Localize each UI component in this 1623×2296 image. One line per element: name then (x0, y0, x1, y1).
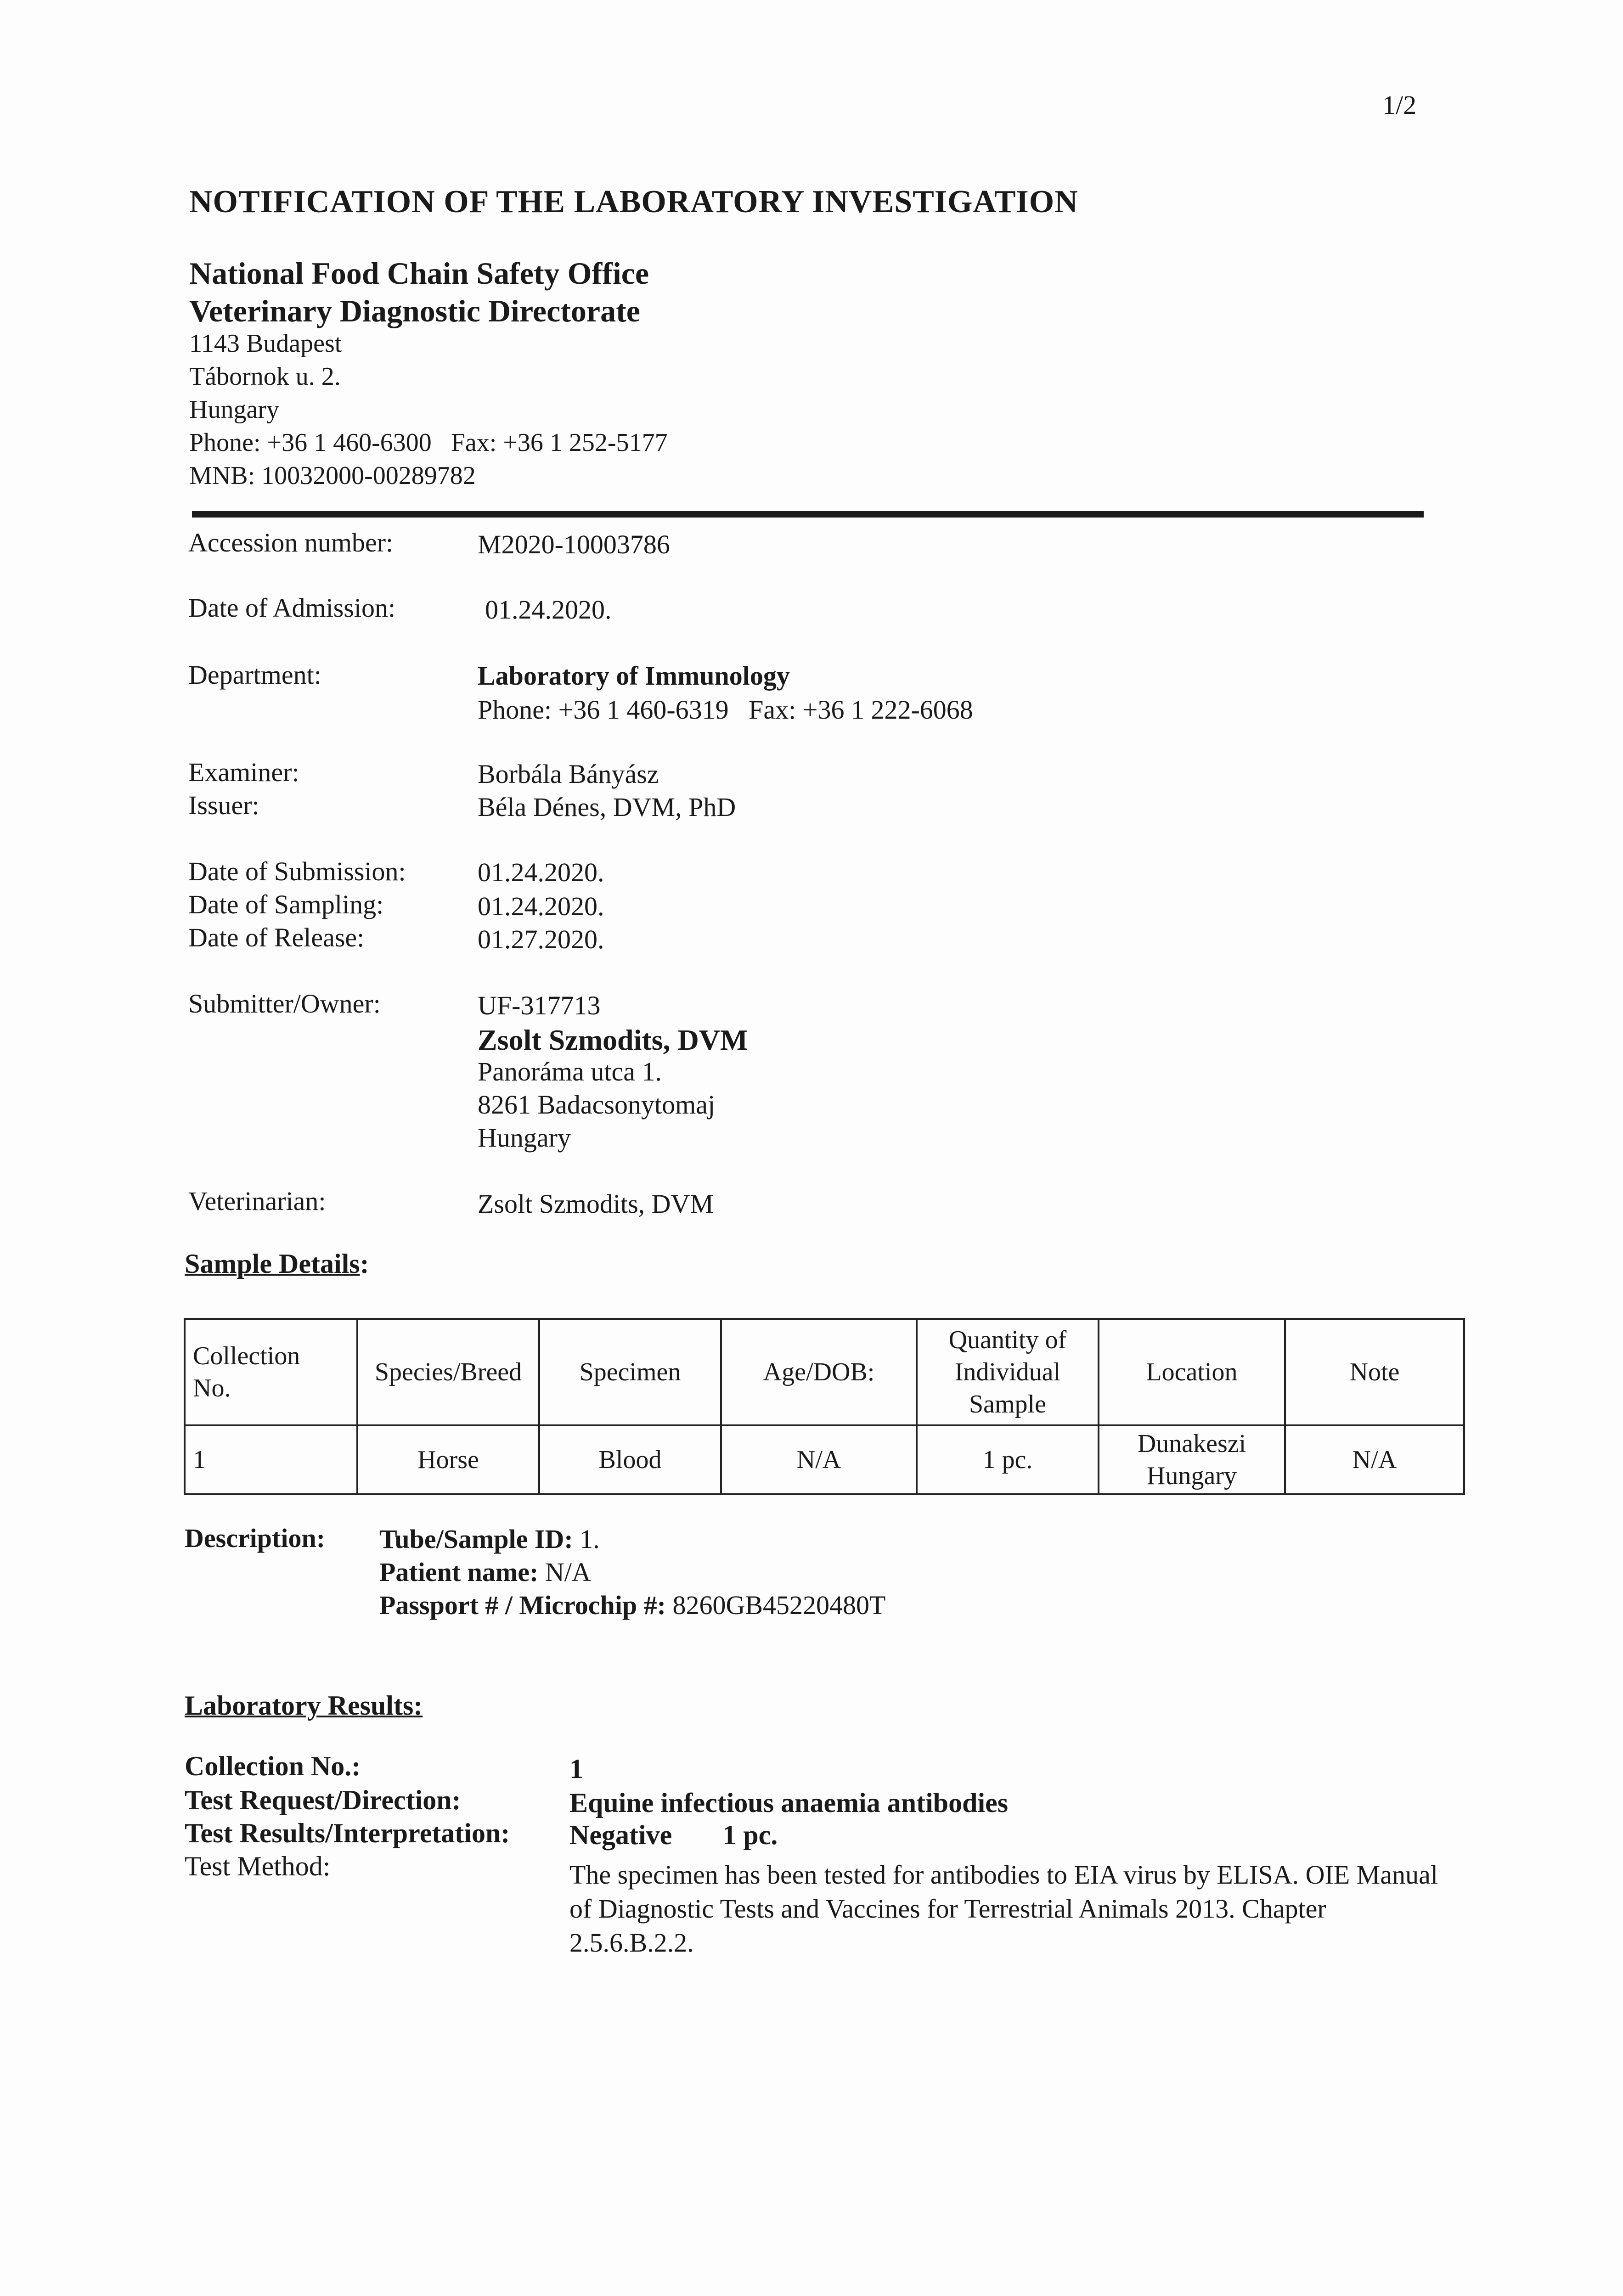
date-of-release-label: Date of Release: (188, 923, 365, 952)
header-divider (192, 511, 1424, 518)
submitter-city: 8261 Badacsonytomaj (478, 1090, 716, 1120)
patient-name: Patient name: N/A (379, 1557, 591, 1587)
date-of-admission-label: Date of Admission: (188, 593, 396, 623)
sample-details-heading (185, 1248, 369, 1280)
header-collection-no: Collection No. (185, 1319, 357, 1425)
tube-sample-id: Tube/Sample ID: 1. (379, 1524, 600, 1554)
header-specimen: Specimen (539, 1319, 721, 1425)
department-phone-fax: Phone: +36 1 460-6319 Fax: +36 1 222-6068 (478, 695, 973, 725)
cell-note: N/A (1285, 1425, 1464, 1494)
org-postal: 1143 Budapest (189, 329, 342, 358)
table-header-row (185, 1319, 1464, 1425)
test-method-label: Test Method: (185, 1851, 331, 1881)
test-method-text: The specimen has been tested for antibodies to EIA virus by ELISA. OIE Manual of Diagnostic Tests and Vaccines for Terrestrial Animals 2013. Chapter 2.5.6.B.2.2. (569, 1860, 1438, 1958)
test-request-value: Equine infectious anaemia antibodies (569, 1788, 1009, 1818)
test-request-label: Test Request/Direction: (185, 1785, 461, 1815)
table-row (185, 1425, 1464, 1494)
submitter-country: Hungary (478, 1123, 571, 1153)
cell-specimen: Blood (539, 1425, 721, 1494)
accession-number-value: M2020-10003786 (478, 529, 670, 559)
date-of-submission-value: 01.24.2020. (478, 857, 604, 887)
page-number: 1/2 (1382, 90, 1417, 120)
veterinarian-label: Veterinarian: (188, 1186, 326, 1216)
header-species-breed: Species/Breed (357, 1319, 539, 1425)
department-name: Laboratory of Immunology (478, 661, 790, 691)
org-country: Hungary (189, 395, 279, 424)
cell-collection-no: 1 (185, 1425, 357, 1494)
examiner-value: Borbála Bányász (478, 759, 659, 789)
date-of-sampling-value: 01.24.2020. (478, 891, 604, 921)
description-label: Description: (185, 1523, 326, 1553)
results-collection-value: 1 (569, 1754, 583, 1784)
test-results-value (569, 1819, 778, 1851)
sample-details-table (184, 1318, 1465, 1495)
cell-age-dob: N/A (721, 1425, 917, 1494)
result-quantity: 1 pc. (722, 1820, 778, 1850)
result-interpretation: Negative (569, 1820, 672, 1850)
organization-address (189, 327, 668, 492)
header-location: Location (1099, 1319, 1285, 1425)
issuer-value: Béla Dénes, DVM, PhD (478, 792, 736, 822)
document-title: NOTIFICATION OF THE LABORATORY INVESTIGATION (189, 184, 1078, 219)
org-phone-fax: Phone: +36 1 460-6300 Fax: +36 1 252-5177 (189, 428, 668, 457)
submitter-street: Panoráma utca 1. (478, 1057, 662, 1086)
org-mnb: MNB: 10032000-00289782 (189, 461, 476, 490)
date-of-submission-label: Date of Submission: (188, 856, 406, 886)
submitter-owner-label: Submitter/Owner: (188, 989, 381, 1019)
cell-quantity: 1 pc. (917, 1425, 1099, 1494)
sample-details-title: Sample Details (185, 1249, 360, 1279)
test-results-label: Test Results/Interpretation: (185, 1818, 510, 1848)
org-street: Tábornok u. 2. (189, 362, 341, 391)
date-of-sampling-label: Date of Sampling: (188, 889, 384, 919)
veterinarian-value: Zsolt Szmodits, DVM (478, 1189, 714, 1219)
organization-name: National Food Chain Safety Office (189, 256, 649, 291)
submitter-id: UF-317713 (478, 990, 601, 1020)
header-note: Note (1285, 1319, 1464, 1425)
issuer-label: Issuer: (188, 790, 259, 820)
date-of-admission-value: 01.24.2020. (485, 595, 612, 625)
cell-species-breed: Horse (357, 1425, 539, 1494)
date-of-release-value: 01.27.2020. (478, 924, 604, 954)
results-collection-label: Collection No.: (185, 1751, 361, 1781)
examiner-label: Examiner: (188, 757, 299, 787)
department-label: Department: (188, 660, 321, 690)
accession-number-label: Accession number: (188, 528, 394, 557)
passport-microchip: Passport # / Microchip #: 8260GB45220480T (379, 1590, 886, 1620)
cell-location: Dunakeszi Hungary (1099, 1425, 1285, 1494)
submitter-name: Zsolt Szmodits, DVM (478, 1024, 748, 1056)
organization-directorate: Veterinary Diagnostic Directorate (189, 293, 640, 328)
header-age-dob: Age/DOB: (721, 1319, 917, 1425)
laboratory-results-heading: Laboratory Results: (185, 1690, 423, 1721)
header-quantity: Quantity of Individual Sample (917, 1319, 1099, 1425)
sample-details-colon: : (360, 1249, 369, 1279)
